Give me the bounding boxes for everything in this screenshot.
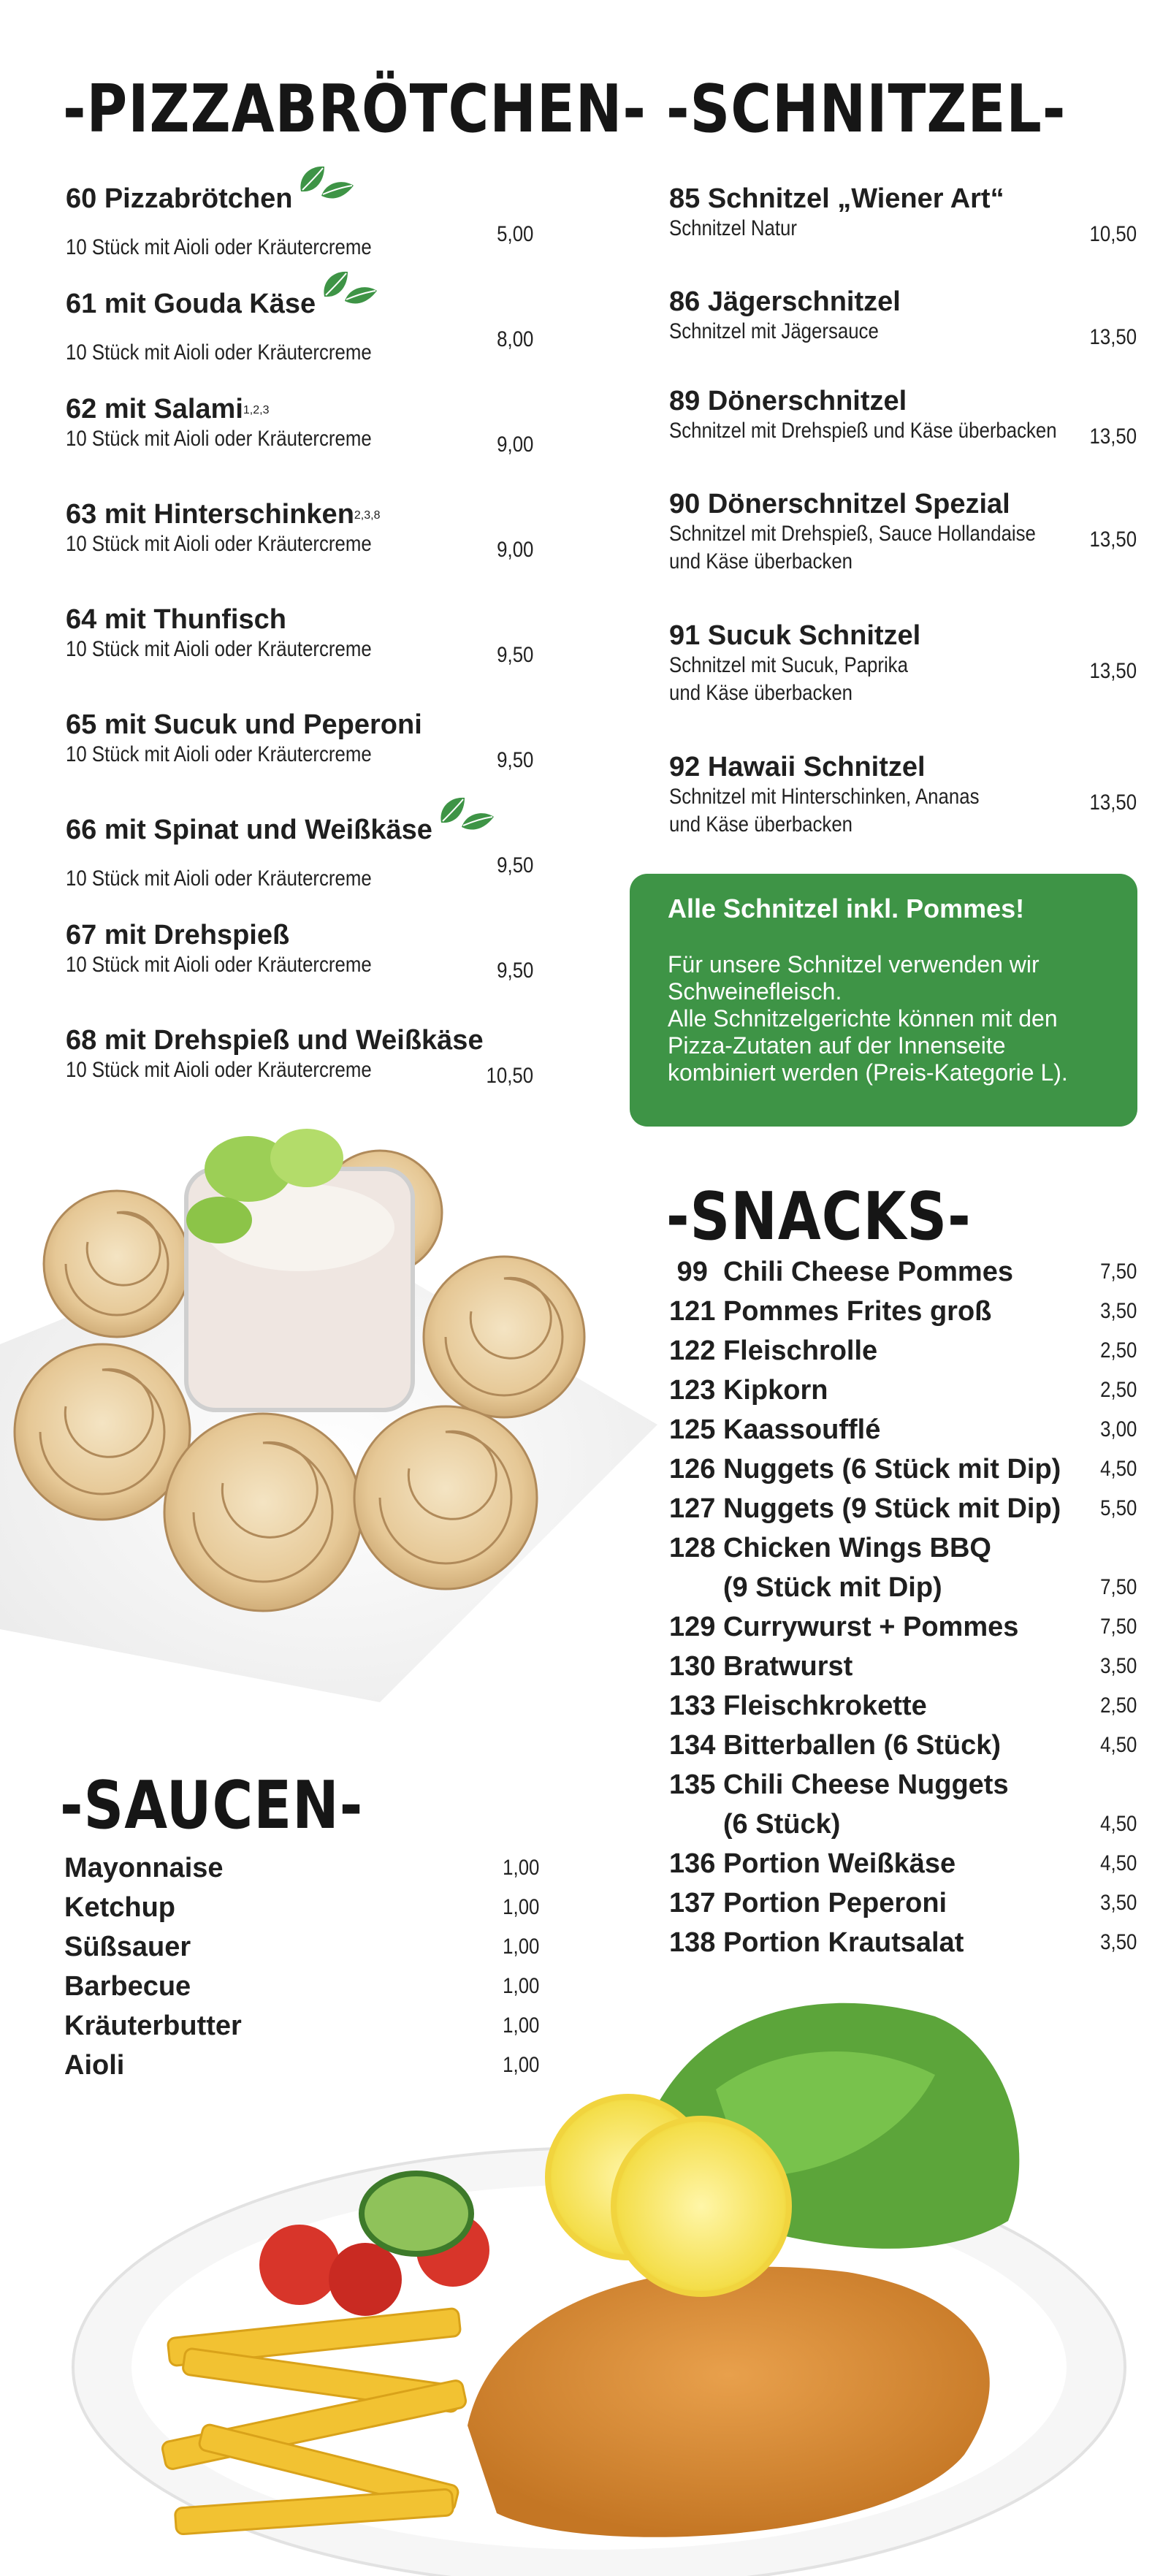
item-price: 1,00 <box>502 1895 539 1919</box>
item-desc: Schnitzel mit Drehspieß, Sauce Hollandaise <box>669 522 1036 546</box>
schnitzel-section-title: -SCHNITZEL- <box>666 70 1067 148</box>
menu-item <box>66 288 533 393</box>
item-desc-2: und Käse überbacken <box>669 812 853 837</box>
item-desc-2: und Käse überbacken <box>669 549 853 573</box>
list-item <box>669 1371 1137 1410</box>
item-name: 99 Chili Cheese Pommes <box>669 1257 1013 1287</box>
item-price: 13,50 <box>1089 659 1137 683</box>
item-desc: 10 Stück mit Aioli oder Kräutercreme <box>66 637 372 661</box>
item-desc: 10 Stück mit Aioli oder Kräutercreme <box>66 1058 372 1082</box>
item-price: 1,00 <box>502 1974 539 1998</box>
item-price: 5,50 <box>1099 1496 1137 1520</box>
item-name: Mayonnaise <box>64 1853 224 1883</box>
list-item <box>669 1528 1137 1568</box>
schnitzel-info-box <box>630 874 1137 1127</box>
item-price: 9,50 <box>496 748 533 772</box>
item-name: 130 Bratwurst <box>669 1651 853 1682</box>
item-price: 8,00 <box>496 327 533 351</box>
menu-item <box>66 919 533 1024</box>
list-item <box>669 1449 1137 1489</box>
item-name: 62 mit Salami <box>66 394 243 424</box>
item-price: 7,50 <box>1099 1575 1137 1599</box>
item-name: Barbecue <box>64 1971 191 2002</box>
item-price: 1,00 <box>502 1935 539 1959</box>
item-price: 9,50 <box>496 643 533 667</box>
item-name: 68 mit Drehspieß und Weißkäse <box>66 1025 484 1056</box>
item-name: 122 Fleischrolle <box>669 1335 878 1366</box>
item-name: 91 Sucuk Schnitzel <box>669 620 921 651</box>
item-price: 2,50 <box>1099 1378 1137 1402</box>
item-price: 2,50 <box>1099 1693 1137 1718</box>
item-name: Aioli <box>64 2050 125 2081</box>
item-name: (9 Stück mit Dip) <box>669 1572 942 1603</box>
menu-item <box>66 498 533 603</box>
item-name: 65 mit Sucuk und Peperoni <box>66 709 422 740</box>
snacks-section-title: -SNACKS- <box>666 1178 972 1255</box>
snacks-list <box>669 1252 1137 1962</box>
list-item <box>669 1292 1137 1331</box>
item-name: Kräuterbutter <box>64 2011 242 2041</box>
item-name: 63 mit Hinterschinken <box>66 499 354 530</box>
item-price: 10,50 <box>1089 222 1137 246</box>
item-name: 126 Nuggets (6 Stück mit Dip) <box>669 1454 1061 1485</box>
item-name: 121 Pommes Frites groß <box>669 1296 992 1327</box>
item-name: 125 Kaassoufflé <box>669 1414 881 1445</box>
item-price: 4,50 <box>1099 1812 1137 1836</box>
item-desc: 10 Stück mit Aioli oder Kräutercreme <box>66 340 372 365</box>
info-box-title: Alle Schnitzel inkl. Pommes! <box>668 893 1025 923</box>
item-price: 9,00 <box>496 538 533 562</box>
item-price: 13,50 <box>1089 424 1137 449</box>
item-price: 4,50 <box>1099 1851 1137 1875</box>
leaf-icon <box>437 793 495 845</box>
menu-item <box>669 488 1137 620</box>
menu-item <box>669 286 1137 385</box>
list-item <box>669 1726 1137 1765</box>
list-item <box>669 1568 1137 1607</box>
menu-item <box>669 183 1137 286</box>
list-item <box>669 1252 1137 1292</box>
item-price: 1,00 <box>502 1856 539 1880</box>
item-desc: 10 Stück mit Aioli oder Kräutercreme <box>66 866 372 891</box>
item-name: 138 Portion Krautsalat <box>669 1927 964 1958</box>
list-item <box>669 1410 1137 1449</box>
info-line: Schweinefleisch. <box>668 978 842 1005</box>
item-price: 9,50 <box>496 959 533 983</box>
item-price: 7,50 <box>1099 1260 1137 1284</box>
info-line: Alle Schnitzelgerichte können mit den <box>668 1005 1058 1032</box>
item-desc: Schnitzel mit Jägersauce <box>669 319 879 343</box>
item-price: 13,50 <box>1089 790 1137 815</box>
list-item <box>669 1489 1137 1528</box>
item-desc: Schnitzel mit Drehspieß und Käse überbacken <box>669 419 1057 443</box>
allergen-codes: 2,3,8 <box>354 509 381 522</box>
item-name: 136 Portion Weißkäse <box>669 1848 956 1879</box>
allergen-codes: 1,2,3 <box>243 404 270 416</box>
item-desc: Schnitzel mit Sucuk, Paprika <box>669 653 908 677</box>
item-name: (6 Stück) <box>669 1809 841 1840</box>
item-name: 67 mit Drehspieß <box>66 920 290 950</box>
list-item <box>64 1888 539 1927</box>
pizza-section-title: -PIZZABRÖTCHEN- <box>63 70 646 148</box>
item-price: 1,00 <box>502 2013 539 2038</box>
pizza-rolls-photo <box>0 1118 679 1717</box>
list-item <box>669 1647 1137 1686</box>
item-name: 89 Dönerschnitzel <box>669 386 907 416</box>
item-name: 60 Pizzabrötchen <box>66 183 293 214</box>
item-name: 135 Chili Cheese Nuggets <box>669 1769 1009 1800</box>
item-price: 5,00 <box>496 222 533 246</box>
info-line: Pizza-Zutaten auf der Innenseite <box>668 1032 1006 1059</box>
item-name: Süßsauer <box>64 1932 191 1962</box>
schnitzel-list <box>669 183 1137 853</box>
list-item <box>669 1686 1137 1726</box>
item-name: 61 mit Gouda Käse <box>66 289 316 319</box>
item-desc: 10 Stück mit Aioli oder Kräutercreme <box>66 427 372 451</box>
item-name: 92 Hawaii Schnitzel <box>669 752 926 782</box>
item-name: 85 Schnitzel „Wiener Art“ <box>669 183 1004 214</box>
item-name: 134 Bitterballen (6 Stück) <box>669 1730 1002 1761</box>
item-desc: Schnitzel Natur <box>669 216 797 240</box>
item-name: 123 Kipkorn <box>669 1375 828 1406</box>
list-item <box>669 1607 1137 1647</box>
schnitzel-plate-photo <box>58 1958 1171 2576</box>
item-price: 3,50 <box>1099 1930 1137 1954</box>
item-desc: Schnitzel mit Hinterschinken, Ananas <box>669 785 980 809</box>
pizza-list <box>66 183 533 1129</box>
list-item <box>669 1805 1137 1844</box>
item-name: 137 Portion Peperoni <box>669 1888 947 1918</box>
list-item <box>669 1883 1137 1923</box>
item-desc: 10 Stück mit Aioli oder Kräutercreme <box>66 742 372 766</box>
item-price: 3,50 <box>1099 1654 1137 1678</box>
item-desc: 10 Stück mit Aioli oder Kräutercreme <box>66 953 372 977</box>
menu-item <box>66 393 533 498</box>
item-price: 9,50 <box>496 853 533 877</box>
item-name: 66 mit Spinat und Weißkäse <box>66 815 432 845</box>
item-desc-2: und Käse überbacken <box>669 681 853 705</box>
item-name: 86 Jägerschnitzel <box>669 286 901 317</box>
menu-item <box>66 1024 533 1129</box>
item-desc: 10 Stück mit Aioli oder Kräutercreme <box>66 235 372 259</box>
menu-item <box>669 385 1137 488</box>
item-price: 9,00 <box>496 432 533 457</box>
item-desc: 10 Stück mit Aioli oder Kräutercreme <box>66 532 372 556</box>
menu-item <box>669 620 1137 751</box>
item-name: 64 mit Thunfisch <box>66 604 286 635</box>
item-price: 2,50 <box>1099 1338 1137 1363</box>
saucen-section-title: -SAUCEN- <box>60 1767 364 1844</box>
item-price: 4,50 <box>1099 1733 1137 1757</box>
list-item <box>669 1331 1137 1371</box>
menu-item <box>669 751 1137 853</box>
item-price: 3,00 <box>1099 1417 1137 1441</box>
item-name: 127 Nuggets (9 Stück mit Dip) <box>669 1493 1061 1524</box>
item-price: 13,50 <box>1089 527 1137 552</box>
item-price: 13,50 <box>1089 325 1137 349</box>
item-name: 133 Fleischkrokette <box>669 1691 927 1721</box>
list-item <box>64 1848 539 1888</box>
item-name: Ketchup <box>64 1892 175 1923</box>
list-item <box>669 1765 1137 1805</box>
item-name: 129 Currywurst + Pommes <box>669 1612 1019 1642</box>
item-price: 1,00 <box>502 2053 539 2077</box>
leaf-icon <box>320 267 378 319</box>
item-price: 3,50 <box>1099 1891 1137 1915</box>
item-name: 90 Dönerschnitzel Spezial <box>669 489 1010 519</box>
item-price: 10,50 <box>486 1064 533 1088</box>
item-price: 4,50 <box>1099 1457 1137 1481</box>
list-item <box>669 1844 1137 1883</box>
item-price: 3,50 <box>1099 1299 1137 1323</box>
menu-item <box>66 603 533 709</box>
list-item <box>669 1923 1137 1962</box>
info-box-text <box>668 951 1099 1086</box>
info-line: Für unsere Schnitzel verwenden wir <box>668 951 1040 978</box>
item-name: 128 Chicken Wings BBQ <box>669 1533 991 1563</box>
info-line: kombiniert werden (Preis-Kategorie L). <box>668 1059 1068 1086</box>
menu-item <box>66 814 533 919</box>
menu-item <box>66 183 533 288</box>
leaf-icon <box>297 162 355 213</box>
item-price: 7,50 <box>1099 1615 1137 1639</box>
